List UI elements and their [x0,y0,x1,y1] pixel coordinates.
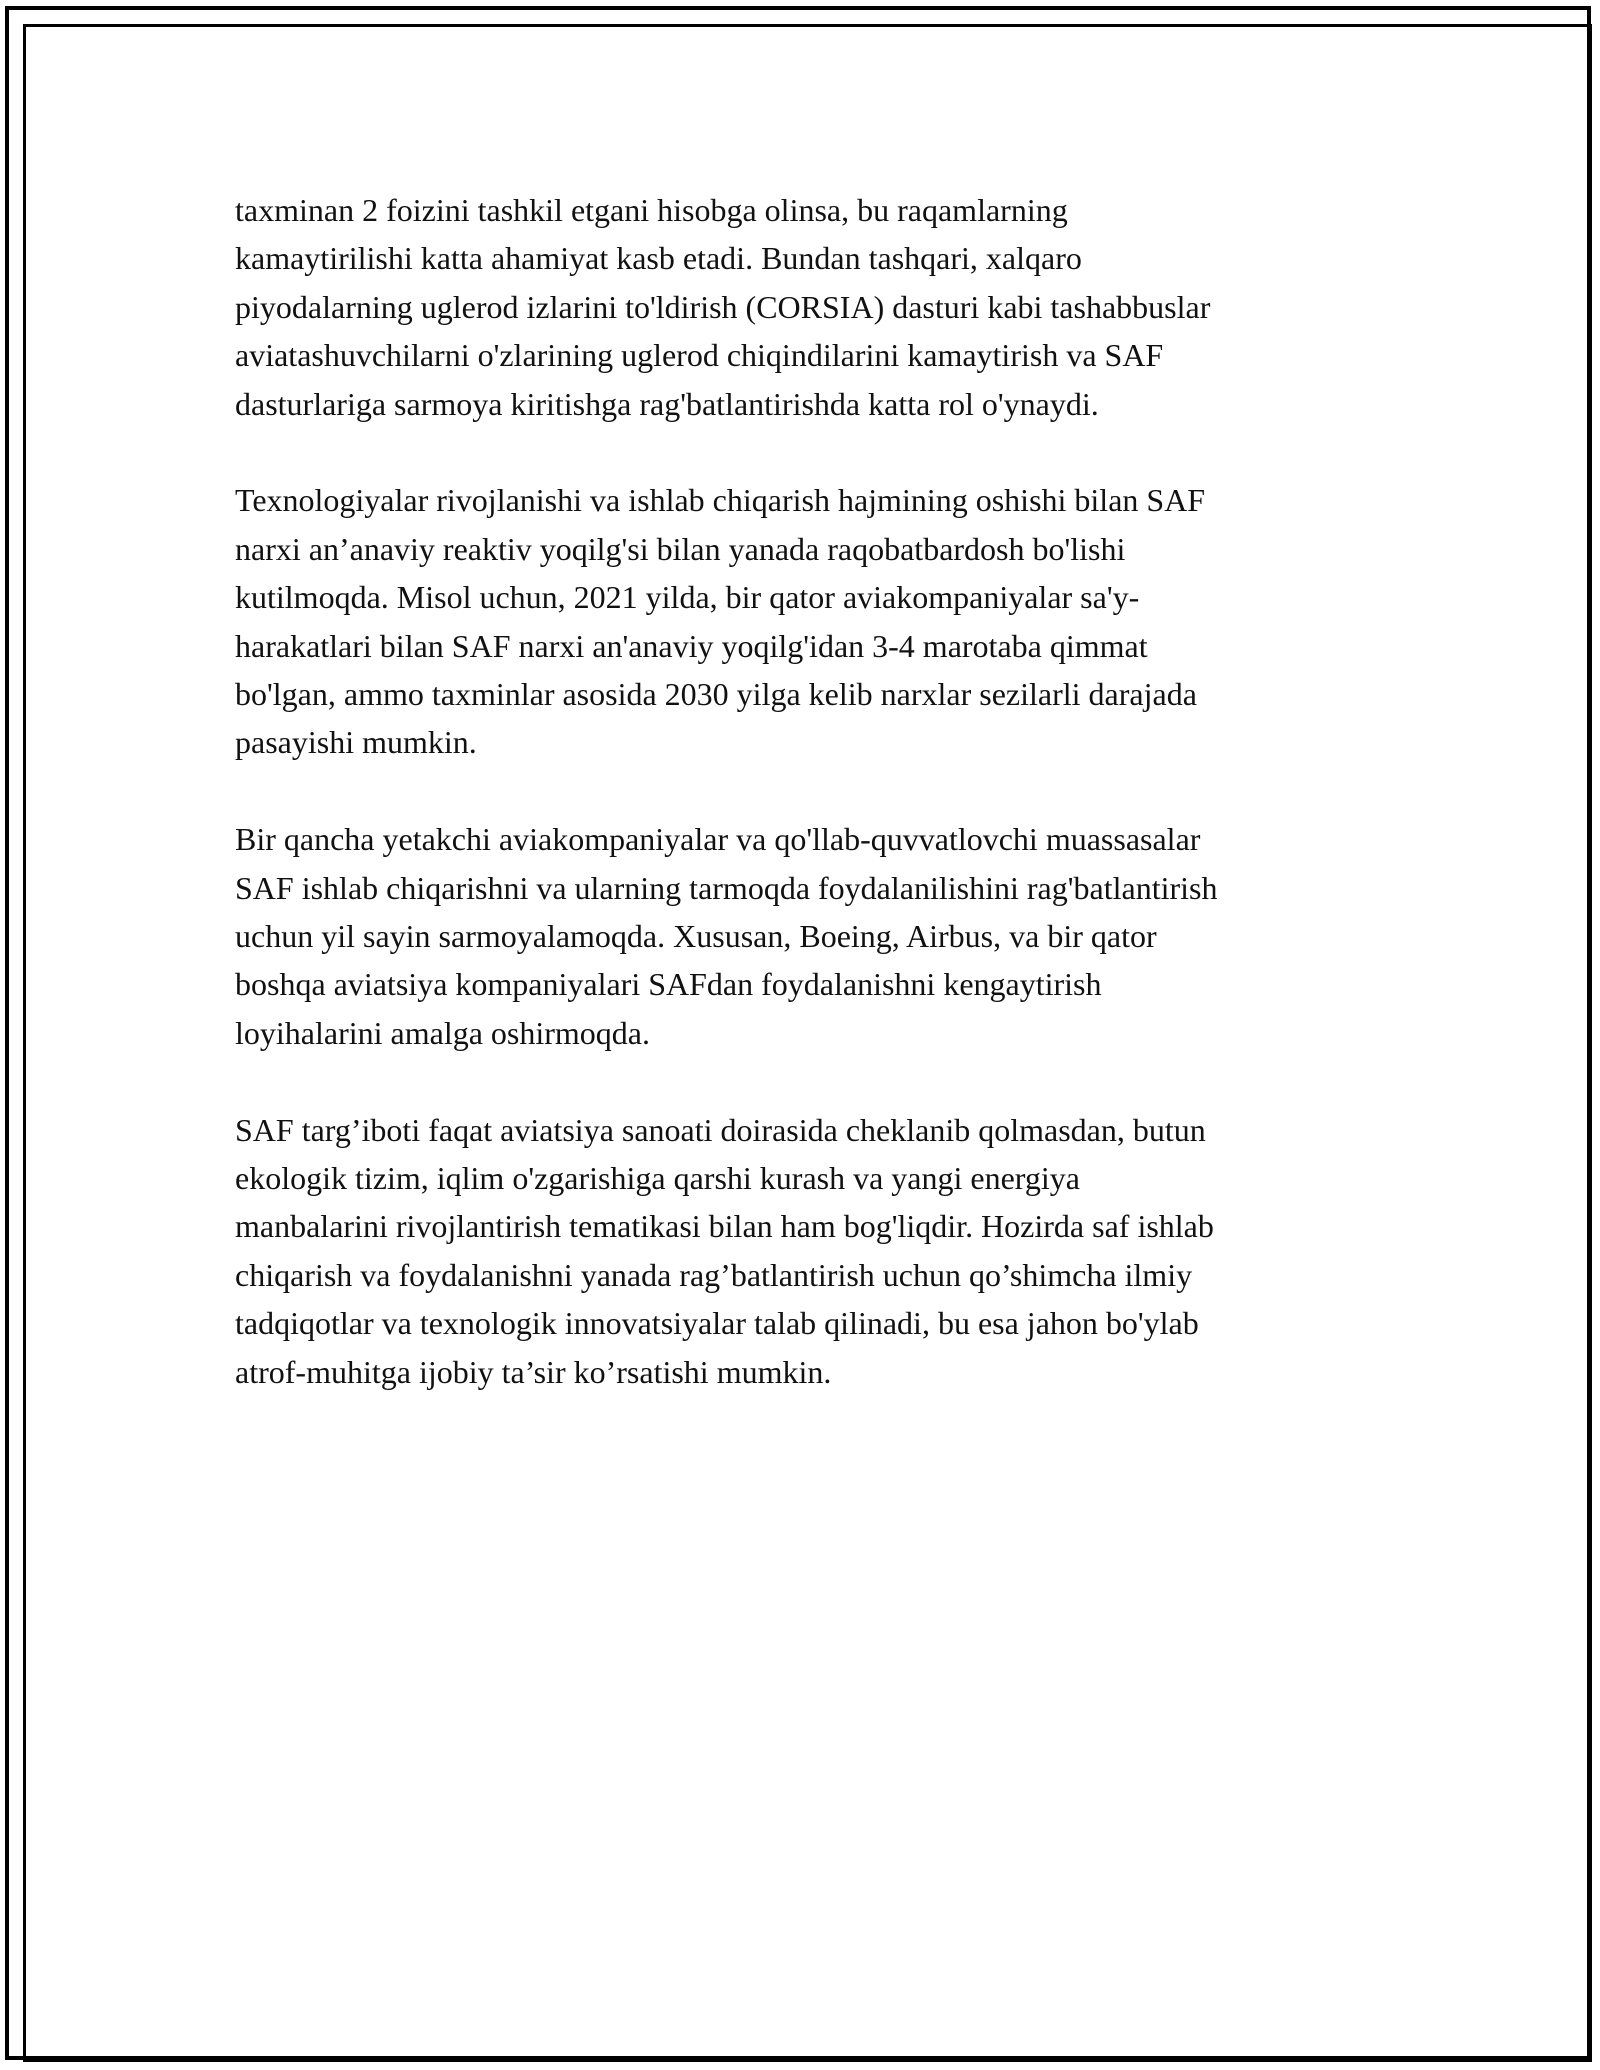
paragraph-corsia: taxminan 2 foizini tashkil etgani hisobga olinsa, bu raqamlarning kamaytirilishi katta ahamiyat kasb etadi. Bundan tashqari, xalqaro piyodalarning uglerod izlarini to'ldirish (CORSIA) dasturi kabi tashabbuslar aviatashuvchilarni o'zlarining uglerod chiqindilarini kamaytirish va SAF dasturlariga sarmoya kiritishga rag'batlantirishda katta rol o'ynaydi. [235,192,1211,422]
paragraph-saf-promotion: SAF targ’iboti faqat aviatsiya sanoati doirasida cheklanib qolmasdan, butun ekologik tizim, iqlim o'zgarishiga qarshi kurash va yangi energiya manbalarini rivojlantirish tematikasi bilan ham bog'liqdir. Hozirda saf ishlab chiqarish va foydalanishni yanada rag’batlantirish uchun qo’shimcha ilmiy tadqiqotlar va texnologik innovatsiyalar talab qilinadi, bu esa jahon bo'ylab atrof-muhitga ijobiy ta’sir ko’rsatishi mumkin. [235,1111,1214,1390]
paragraph-saf-price: Texnologiyalar rivojlanishi va ishlab chiqarish hajmining oshishi bilan SAF narxi an’anaviy reaktiv yoqilg'si bilan yanada raqobatbardosh bo'lishi kutilmoqda. Misol uchun, 2021 yilda, bir qator aviakompaniyalar sa'y- harakatlari bilan SAF narxi an'anaviy yoqilg'idan 3-4 marotaba qimmat bo'lgan, ammo taxminlar asosida 2030 yilga kelib narxlar sezilarli darajada pasayishi mumkin. [235,482,1206,761]
paragraph-airline-investment: Bir qancha yetakchi aviakompaniyalar va qo'llab-quvvatlovchi muassasalar SAF ishlab chiqarishni va ularning tarmoqda foydalanilishini rag'batlantirish uchun yil sayin sarmoyalamoqda. Xususan, Boeing, Airbus, va bir qator boshqa aviatsiya kompaniyalari SAFdan foydalanishni kengaytirish loyihalarini amalga oshirmoqda. [235,821,1218,1051]
document-body [235,186,1385,1445]
